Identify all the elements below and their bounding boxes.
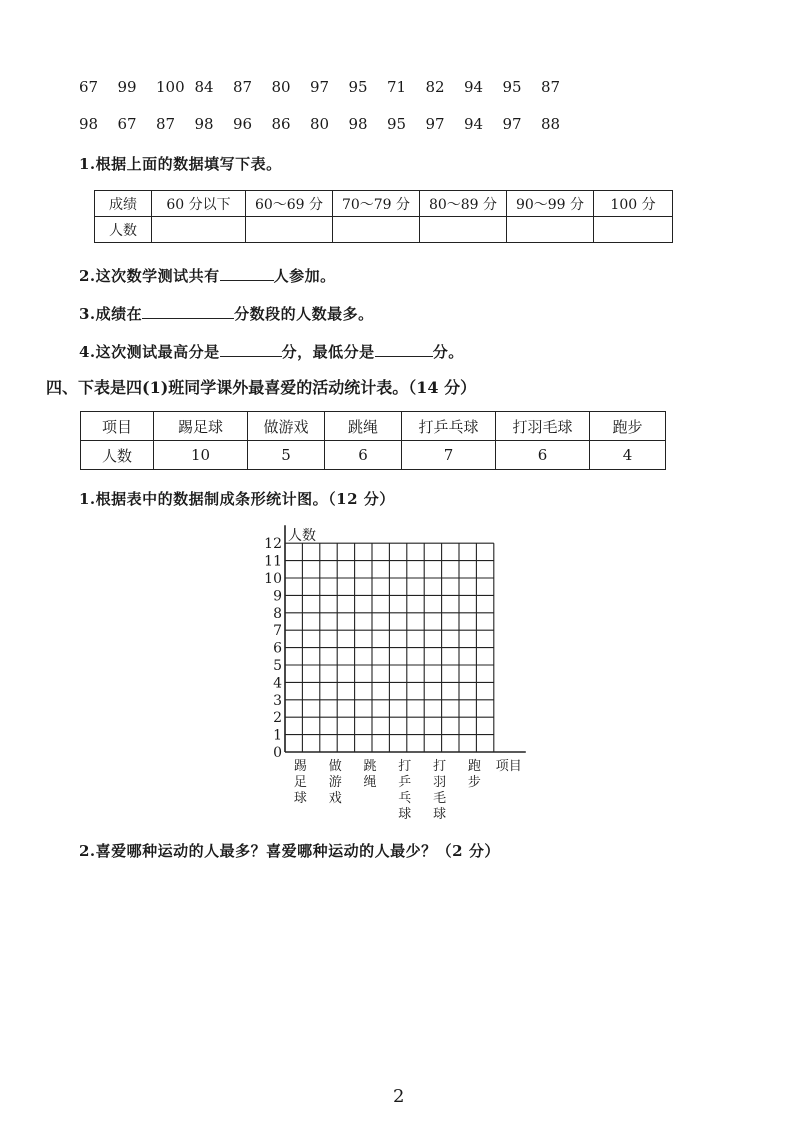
- activity-count: 10: [154, 441, 248, 470]
- score-value: 95: [387, 115, 407, 133]
- table-header-cell: 100 分: [594, 191, 673, 217]
- score-value: 87: [541, 78, 561, 96]
- y-tick-label: 6: [273, 640, 282, 657]
- activity-count: 5: [248, 441, 325, 470]
- x-tick-label: 跳绳: [363, 759, 377, 790]
- section-4-question-2: 2.喜爱哪种运动的人最多？喜爱哪种运动的人最少？（2 分）: [79, 842, 500, 860]
- answer-cell[interactable]: [333, 217, 420, 243]
- answer-cell[interactable]: [152, 217, 246, 243]
- y-tick-label: 12: [264, 536, 282, 553]
- activity-name: 跳绳: [325, 412, 402, 441]
- score-value: 87: [156, 115, 176, 133]
- y-tick-label: 5: [273, 658, 282, 674]
- table-header-label: 项目: [81, 412, 154, 441]
- x-axis-label: 项目: [495, 759, 522, 774]
- y-tick-label: 2: [273, 710, 282, 727]
- scores-row-1: [79, 78, 580, 96]
- answer-cell[interactable]: [507, 217, 594, 243]
- y-tick-label: 1: [273, 727, 282, 744]
- activity-table: [80, 411, 666, 470]
- section-4-title: 四、下表是四(1)班同学课外最喜爱的活动统计表。（14 分）: [46, 378, 477, 397]
- score-value: 100: [156, 78, 185, 96]
- activity-count: 6: [496, 441, 590, 470]
- y-tick-label: 9: [273, 588, 282, 605]
- score-value: 97: [502, 115, 522, 133]
- table-header-cell: 70～79 分: [333, 191, 420, 217]
- table-header-cell: 60 分以下: [152, 191, 246, 217]
- question-3: 3.成绩在 分数段的人数最多。: [79, 302, 374, 324]
- score-value: 80: [310, 115, 330, 133]
- score-value: 98: [348, 115, 368, 133]
- score-value: 86: [271, 115, 291, 133]
- score-value: 71: [387, 78, 407, 96]
- table-header-label: 成绩: [95, 191, 152, 217]
- score-value: 88: [541, 115, 561, 133]
- table-row-label: 人数: [95, 217, 152, 243]
- activity-count: 4: [590, 441, 666, 470]
- activity-name: 踢足球: [154, 412, 248, 441]
- score-value: 98: [79, 115, 99, 133]
- score-value: 96: [233, 115, 253, 133]
- score-value: 94: [464, 78, 484, 96]
- activity-name: 做游戏: [248, 412, 325, 441]
- question-1-text: 1.根据上面的数据填写下表。: [79, 155, 282, 173]
- score-value: 80: [271, 78, 291, 96]
- table-header-cell: 90～99 分: [507, 191, 594, 217]
- y-tick-label: 4: [273, 675, 282, 692]
- y-tick-label: 8: [273, 605, 282, 622]
- score-value: 99: [117, 78, 137, 96]
- score-range-table: [94, 190, 673, 243]
- score-value: 82: [425, 78, 445, 96]
- question-4: 4.这次测试最高分是 分，最低分是 分。: [79, 340, 464, 362]
- answer-cell[interactable]: [420, 217, 507, 243]
- score-value: 95: [348, 78, 368, 96]
- y-tick-label: 0: [273, 745, 282, 761]
- score-value: 98: [194, 115, 214, 133]
- score-value: 97: [425, 115, 445, 133]
- section-4-question-1: 1.根据表中的数据制成条形统计图。（12 分）: [79, 490, 395, 508]
- answer-cell[interactable]: [594, 217, 673, 243]
- activity-count: 7: [402, 441, 496, 470]
- x-tick-label: 打羽毛球: [433, 759, 447, 822]
- y-tick-label: 11: [264, 553, 282, 570]
- x-tick-label: 做游戏: [328, 759, 342, 806]
- x-tick-label: 跑步: [467, 759, 481, 790]
- table-header-cell: 80～89 分: [420, 191, 507, 217]
- y-tick-label: 7: [273, 623, 282, 640]
- score-value: 94: [464, 115, 484, 133]
- activity-name: 打乒乓球: [402, 412, 496, 441]
- activity-count: 6: [325, 441, 402, 470]
- answer-blank[interactable]: [375, 340, 433, 357]
- score-value: 97: [310, 78, 330, 96]
- answer-cell[interactable]: [246, 217, 333, 243]
- scores-row-2: [79, 115, 580, 133]
- question-2: 2.这次数学测试共有 人参加。: [79, 264, 336, 286]
- x-tick-label: 踢足球: [293, 759, 307, 806]
- y-tick-label: 10: [264, 571, 282, 587]
- score-value: 67: [79, 78, 99, 96]
- answer-blank[interactable]: [220, 264, 274, 281]
- answer-blank[interactable]: [142, 302, 234, 319]
- score-value: 95: [502, 78, 522, 96]
- score-value: 84: [194, 78, 214, 96]
- score-value: 87: [233, 78, 253, 96]
- y-axis-label: 人数: [288, 528, 316, 545]
- table-row-label: 人数: [81, 441, 154, 470]
- answer-blank[interactable]: [220, 340, 282, 357]
- table-header-cell: 60～69 分: [246, 191, 333, 217]
- bar-chart-grid[interactable]: [250, 518, 540, 828]
- y-tick-label: 3: [273, 692, 282, 709]
- activity-name: 打羽毛球: [496, 412, 590, 441]
- page-number: 2: [393, 1086, 405, 1107]
- x-tick-label: 打乒乓球: [398, 759, 412, 822]
- activity-name: 跑步: [590, 412, 666, 441]
- score-value: 67: [117, 115, 137, 133]
